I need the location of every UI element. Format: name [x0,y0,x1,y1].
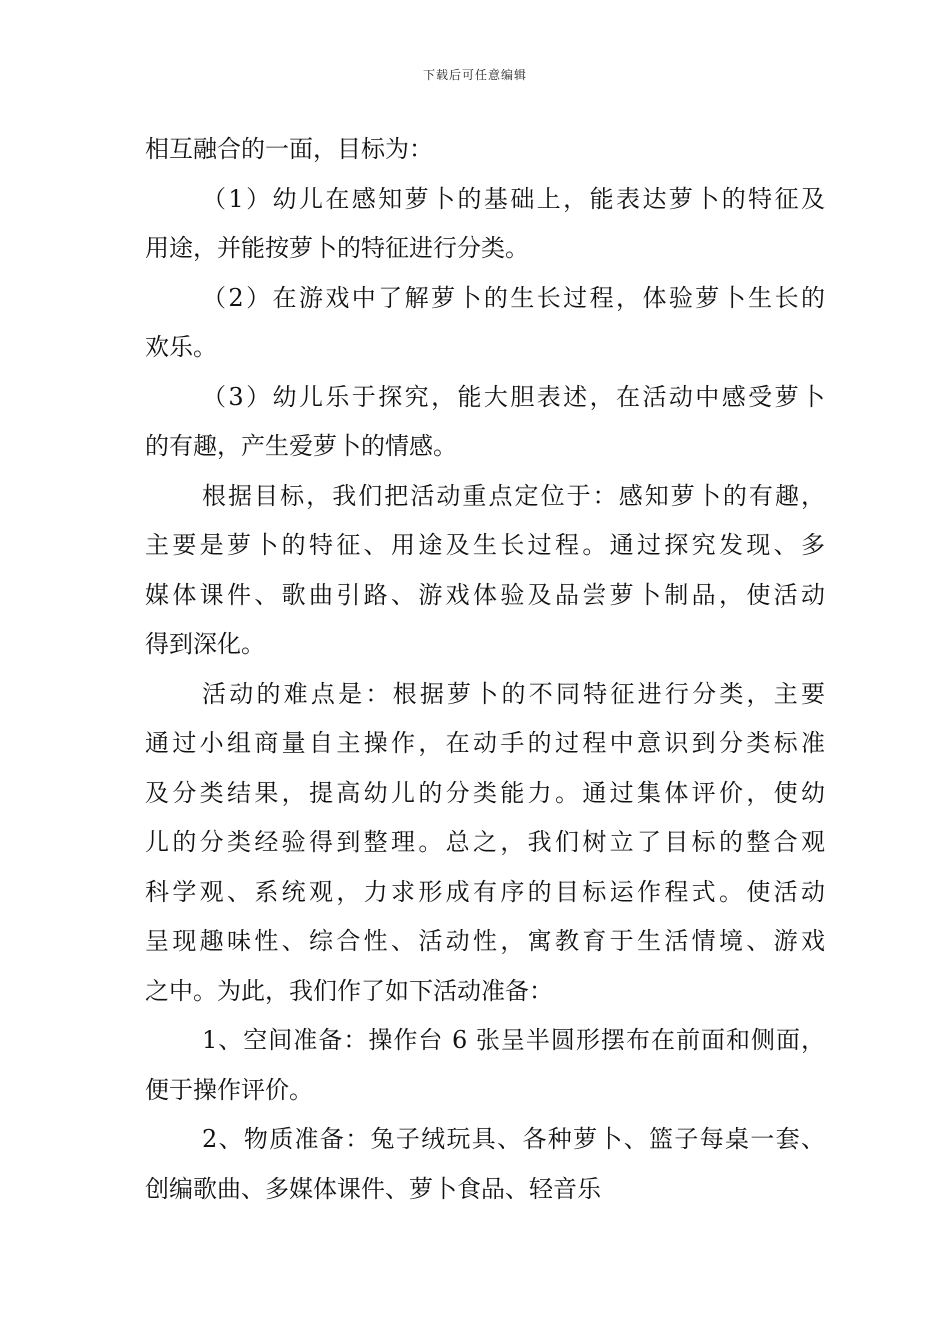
page-header: 下载后可任意编辑 [422,68,527,82]
text-line: 媒体课件、歌曲引路、游戏体验及品尝萝卜制品，使活动 [145,580,825,609]
paragraph-difficulties [145,670,825,1017]
paragraph-goal-3 [145,373,825,472]
paragraph-key-points [145,472,825,670]
text-line: 及分类结果，提高幼儿的分类能力。通过集体评价，使幼 [145,778,825,807]
text-line: 创编歌曲、多媒体课件、萝卜食品、轻音乐 [145,1174,601,1203]
text-line: （2）在游戏中了解萝卜的生长过程，体验萝卜生长的 [202,283,825,312]
text-line: 1、空间准备：操作台 6 张呈半圆形摆布在前面和侧面， [202,1026,825,1054]
paragraph-goal-1 [145,175,825,274]
text-line: 2、物质准备：兔子绒玩具、各种萝卜、篮子每桌一套、 [202,1125,825,1153]
text-line: 之中。为此，我们作了如下活动准备： [145,976,553,1005]
text-line: 根据目标，我们把活动重点定位于：感知萝卜的有趣， [202,481,825,510]
text-line: 的有趣，产生爱萝卜的情感。 [145,432,457,460]
text-line: 便于操作评价。 [145,1075,313,1104]
text-line: 得到深化。 [145,630,265,658]
text-line: 主要是萝卜的特征、用途及生长过程。通过探究发现、多 [145,531,825,559]
text-line: 活动的难点是：根据萝卜的不同特征进行分类，主要 [202,679,825,708]
paragraph-space-prep [145,1016,825,1115]
text-line: 呈现趣味性、综合性、活动性，寓教育于生活情境、游戏 [145,927,825,955]
document-body [145,125,825,1214]
text-line: 用途，并能按萝卜的特征进行分类。 [145,234,529,262]
text-line: 欢乐。 [145,333,217,361]
text-line: 儿的分类经验得到整理。总之，我们树立了目标的整合观 [145,828,825,856]
text-line: （1）幼儿在感知萝卜的基础上，能表达萝卜的特征及 [202,184,825,213]
text-line: 科学观、系统观，力求形成有序的目标运作程式。使活动 [145,877,825,906]
text-line: 相互融合的一面，目标为： [145,135,433,163]
paragraph-material-prep [145,1115,825,1214]
text-line: 通过小组商量自主操作，在动手的过程中意识到分类标准 [145,729,825,757]
paragraph-goal-2 [145,274,825,373]
paragraph-intro [145,125,825,175]
text-line: （3）幼儿乐于探究，能大胆表述，在活动中感受萝卜 [202,382,825,411]
